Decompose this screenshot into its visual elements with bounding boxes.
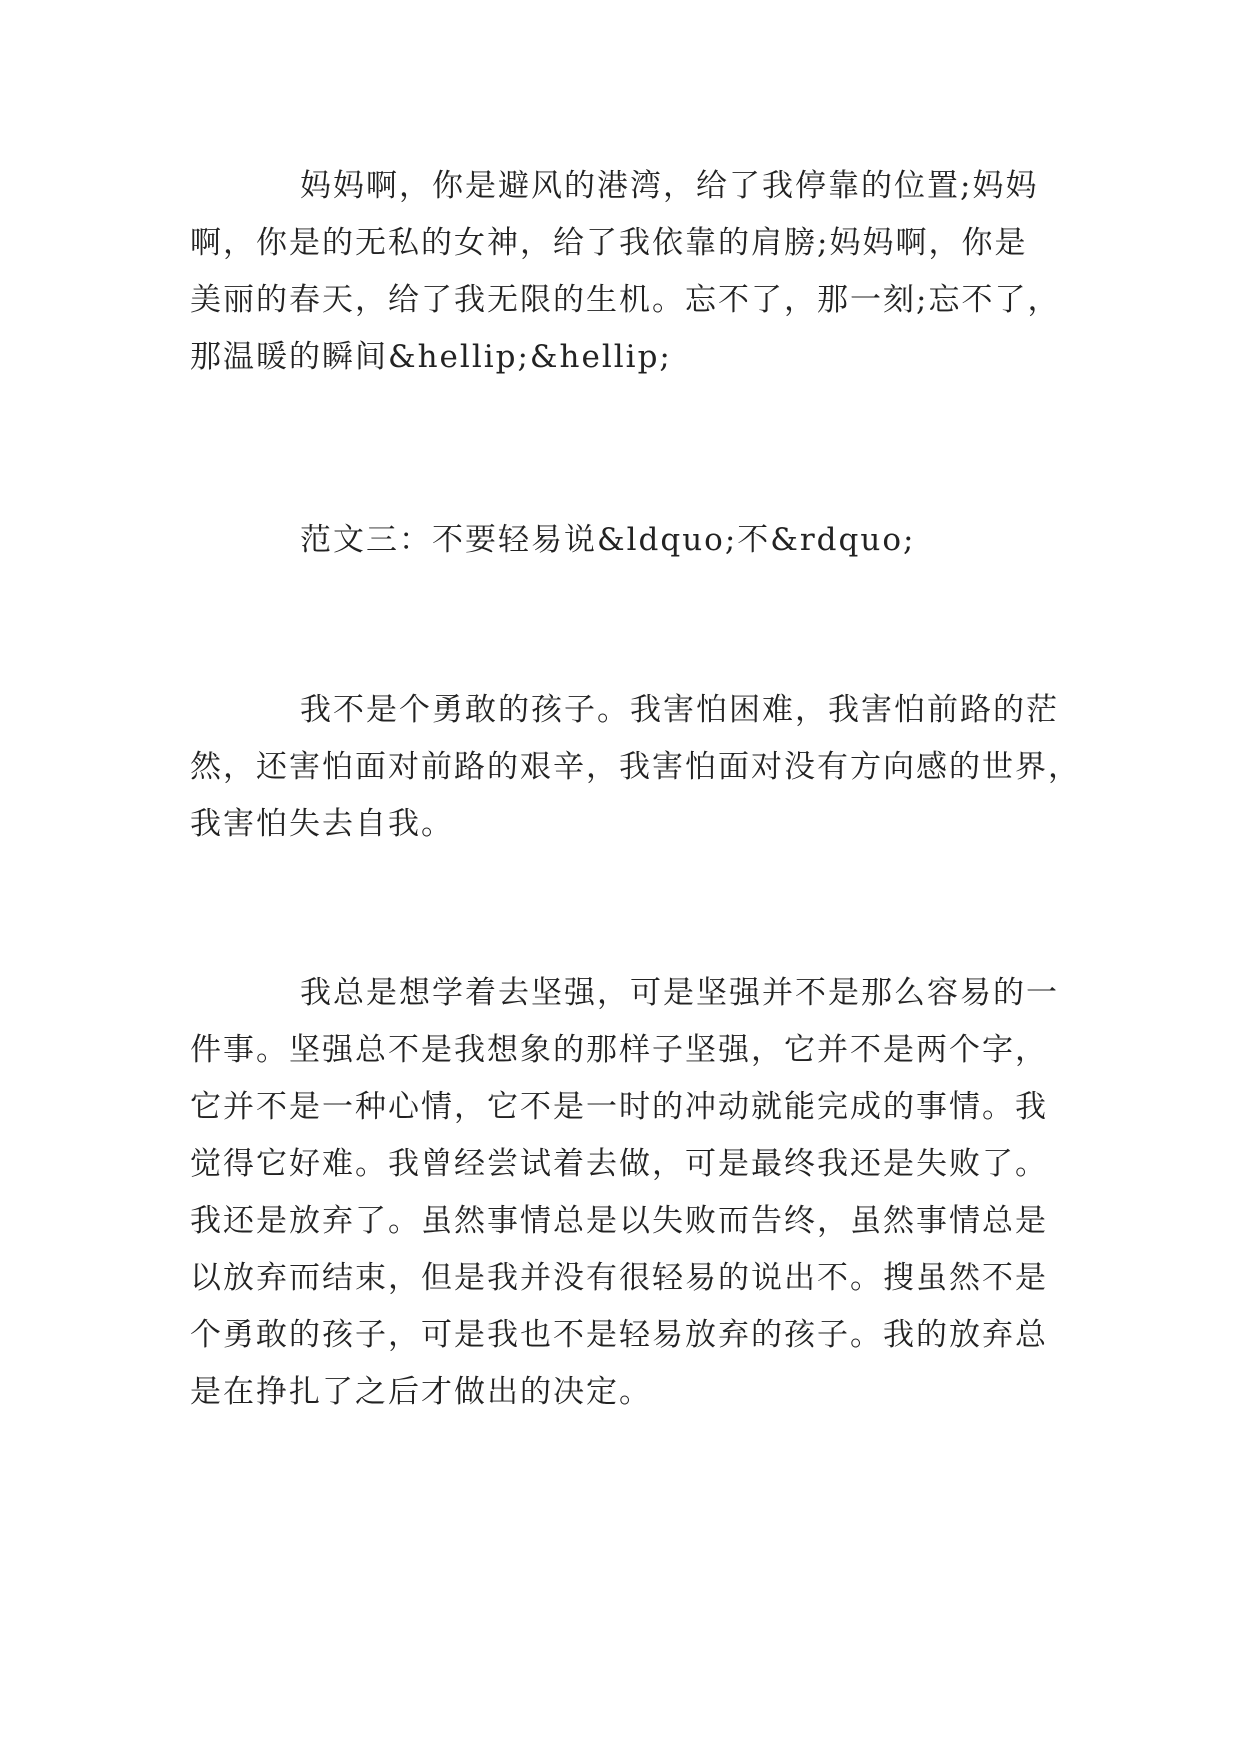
text-line: 我还是放弃了。虽然事情总是以失败而告终，虽然事情总是 [190,1203,1048,1239]
text-line: 啊，你是的无私的女神，给了我依靠的肩膀;妈妈啊，你是 [190,225,1028,261]
paragraph-learning-strength [190,965,1070,1421]
text-line: 然，还害怕面对前路的艰辛，我害怕面对没有方向感的世界， [190,749,1081,785]
text-line: 以放弃而结束，但是我并没有很轻易的说出不。搜虽然不是 [190,1260,1048,1296]
text-line: 我总是想学着去坚强，可是坚强并不是那么容易的一 [300,975,1059,1011]
paragraph-mother-harbor [190,158,1070,386]
paragraph-not-brave [190,682,1081,853]
text-line: 妈妈啊，你是避风的港湾，给了我停靠的位置;妈妈 [300,168,1039,204]
text-line: 个勇敢的孩子，可是我也不是轻易放弃的孩子。我的放弃总 [190,1317,1048,1353]
section-heading [190,512,1070,569]
text-line: 那温暖的瞬间&hellip;&hellip; [190,339,672,375]
text-line: 我不是个勇敢的孩子。我害怕困难，我害怕前路的茫 [300,692,1059,728]
heading-text: 范文三：不要轻易说&ldquo;不&rdquo; [300,522,916,558]
text-line: 是在挣扎了之后才做出的决定。 [190,1374,652,1410]
text-line: 美丽的春天，给了我无限的生机。忘不了，那一刻;忘不了， [190,282,1061,318]
text-line: 它并不是一种心情，它不是一时的冲动就能完成的事情。我 [190,1089,1048,1125]
text-line: 我害怕失去自我。 [190,806,454,842]
text-line: 件事。坚强总不是我想象的那样子坚强，它并不是两个字， [190,1032,1048,1068]
text-line: 觉得它好难。我曾经尝试着去做，可是最终我还是失败了。 [190,1146,1048,1182]
